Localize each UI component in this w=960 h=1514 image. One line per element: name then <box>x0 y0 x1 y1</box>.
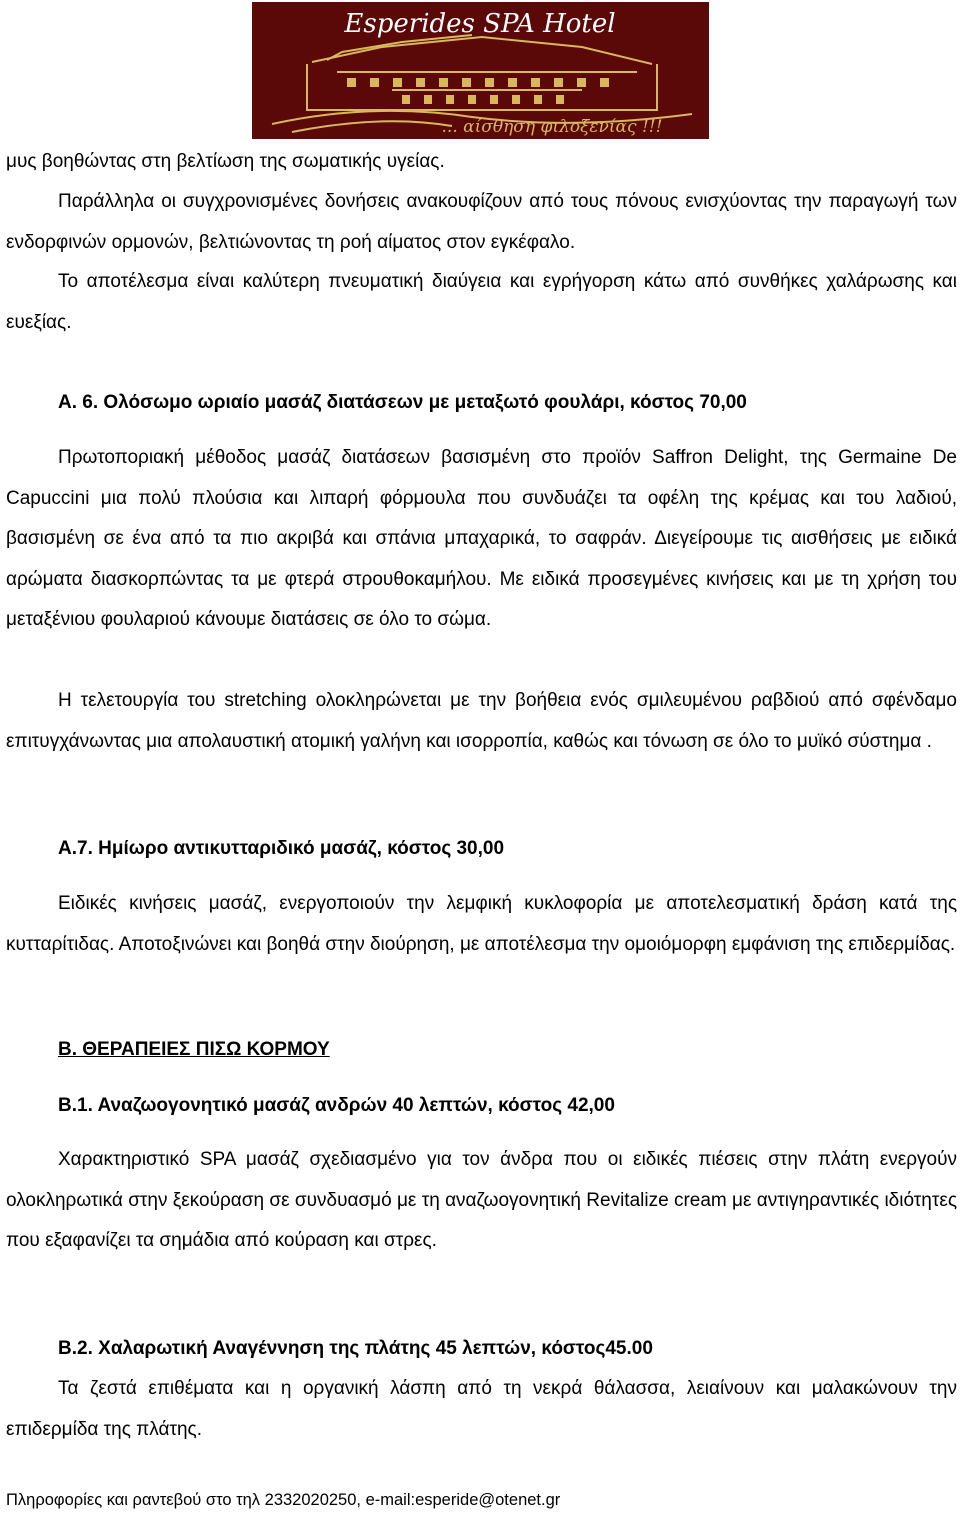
section-a7-label: Α.7. <box>58 838 93 859</box>
section-a6-label: Α. 6. <box>58 392 99 413</box>
section-b2-title: Χαλαρωτική Αναγέννηση της πλάτης 45 λεπτών, κόστος45.00 <box>98 1338 653 1359</box>
intro-paragraph: Παράλληλα οι συγχρονισμένες δονήσεις ανακουφίζουν από τους πόνους ενισχύοντας την παραγωγή των ενδορφινών ορμονών, βελτιώνοντας τη ροή αίματος στον εγκέφαλο. <box>6 191 957 253</box>
section-a7-heading <box>58 836 953 862</box>
section-a6-title: Ολόσωμο ωριαίο μασάζ διατάσεων με μεταξωτό φουλάρι, κόστος 70,00 <box>103 392 747 413</box>
intro-line: μυς βοηθώντας στη βελτίωση της σωματικής υγείας. <box>6 151 445 172</box>
section-b2-body: Τα ζεστά επιθέματα και η οργανική λάσπη από τη νεκρά θάλασσα, λειαίνουν και μαλακώνουν την επιδερμίδα της πλάτης. <box>6 1378 957 1440</box>
section-a6-heading <box>58 390 953 416</box>
section-b2-label: Β.2. <box>58 1338 93 1359</box>
section-a6-body-2: Η τελετουργία του stretching ολοκληρώνεται με την βοήθεια ενός σμιλευμένου ραβδιού από σφένδαμο επιτυγχάνωντας μια απολαυστική ατομική γαλήνη και ισορροπία, καθώς και τόνωση σε όλο το μυϊκό σύστημα . <box>6 690 957 752</box>
section-b1-heading <box>58 1093 953 1119</box>
logo-slogan: ... αίσθηση φιλοξενίας !!! <box>441 117 663 137</box>
section-b2-heading <box>58 1336 953 1362</box>
footer-contact: Πληροφορίες και ραντεβού στο τηλ 2332020250, e-mail:esperide@otenet.gr <box>6 1491 561 1509</box>
section-b1-label: Β.1. <box>58 1095 93 1116</box>
section-a7-title: Ημίωρο αντικυτταριδικό μασάζ, κόστος 30,00 <box>98 838 505 859</box>
section-a7-body: Ειδικές κινήσεις μασάζ, ενεργοποιούν την λεμφική κυκλοφορία με αποτελεσματική δράση κατά της κυτταρίτιδας. Αποτοξινώνει και βοηθά στην διούρηση, με αποτέλεσμα την ομοιόμορφη εμφάνιση της επιδερμίδας. <box>6 893 957 955</box>
section-b-heading: Β. ΘΕΡΑΠΕΙΕΣ ΠΙΣΩ ΚΟΡΜΟΥ <box>58 1039 330 1060</box>
hotel-logo <box>252 2 709 139</box>
section-a6-body: Πρωτοποριακή μέθοδος μασάζ διατάσεων βασισμένη στο προϊόν Saffron Delight, της Germaine De Capuccini μια πολύ πλούσια και λιπαρή φόρμουλα που συνδυάζει τα οφέλη της κρέμας και του λαδιού, βασισμένη σε ένα από τα πιο ακριβά και σπάνια μπαχαρικά, το σαφράν. Διεγείρουμε τις αισθήσεις με ειδικά αρώματα διασκορπώντας τα με φτερά στρουθοκαμήλου. Με ειδικά προσεγμένες κινήσεις και με τη χρήση του μεταξένιου φουλαριού κάνουμε διατάσεις σε όλο το σώμα. <box>6 447 957 630</box>
intro-result-paragraph: Το αποτέλεσμα είναι καλύτερη πνευματική διαύγεια και εγρήγορση κάτω από συνθήκες χαλάρωσης και ευεξίας. <box>6 271 957 333</box>
section-b1-body: Χαρακτηριστικό SPA μασάζ σχεδιασμένο για τον άνδρα που οι ειδικές πιέσεις στην πλάτη ενεργούν ολοκληρωτικά στην ξεκούραση σε συνδυασμό με τη αναζωογονητική Revitalize cream με αντιγηραντικές ιδιότητες που εξαφανίζει τα σημάδια από κούραση και στρες. <box>6 1149 957 1251</box>
logo-title: Esperides SPA Hotel <box>344 9 616 39</box>
section-b1-title: Αναζωογονητικό μασάζ ανδρών 40 λεπτών, κόστος 42,00 <box>97 1095 615 1116</box>
